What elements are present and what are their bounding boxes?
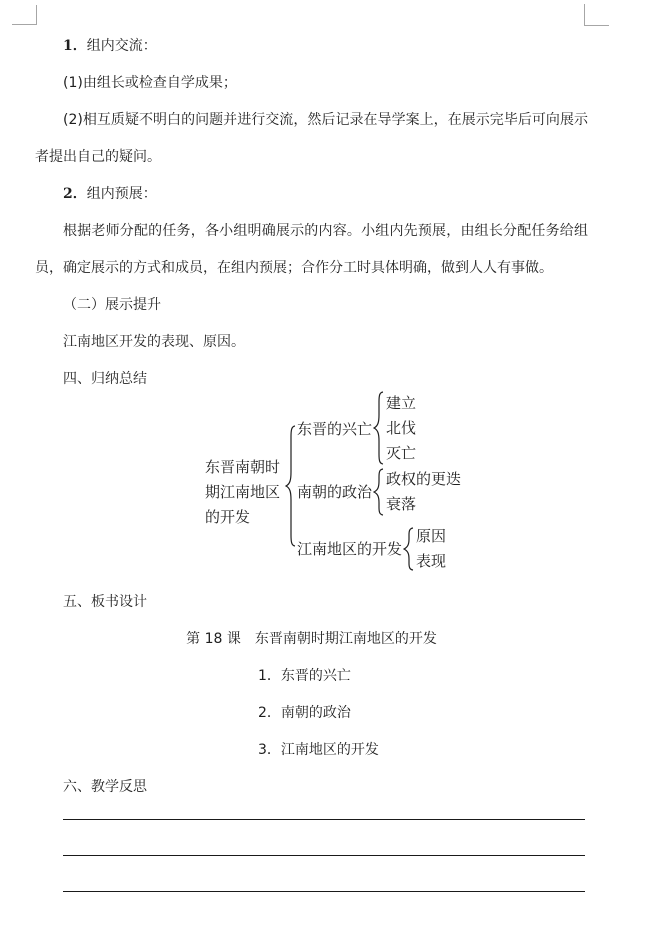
branch-label: 南朝的政治	[297, 483, 373, 501]
diagram-branch	[297, 524, 461, 574]
branch-item: 建立	[386, 393, 417, 412]
paragraph-line	[35, 102, 588, 139]
board-title-text: 第 18 课 东晋南朝时期江南地区的开发	[186, 631, 437, 647]
page-margin-mark-top-left	[12, 5, 37, 25]
branch-label: 江南地区的开发	[297, 540, 403, 558]
brace-icon	[285, 425, 296, 547]
diagram-branch	[297, 391, 461, 466]
brace-icon	[373, 391, 384, 465]
branch-item: 原因	[416, 526, 447, 545]
brace-icon	[403, 527, 414, 571]
paragraph-text: (2)相互质疑不明白的问题并进行交流，然后记录在导学案上，在展示完毕后可向展示	[63, 112, 588, 128]
board-item	[35, 695, 588, 732]
paragraph-line	[35, 28, 588, 65]
diagram-root-line: 期江南地区	[205, 483, 281, 501]
heading-text: 四、归纳总结	[63, 371, 147, 387]
board-item	[35, 732, 588, 769]
branch-item: 灭亡	[386, 443, 417, 462]
section-heading-display	[35, 287, 588, 324]
heading-text: 五、板书设计	[63, 594, 147, 610]
branch-items	[386, 467, 461, 517]
paragraph-line	[35, 324, 588, 361]
paragraph-text: 员，确定展示的方式和成员，在组内预展；合作分工时具体明确，做到人人有事做。	[35, 260, 553, 276]
list-number: 1．	[63, 38, 87, 54]
branch-item: 政权的更迭	[386, 469, 462, 488]
section-heading-reflection	[35, 769, 588, 806]
paragraph-text: 组内预展：	[86, 186, 157, 202]
diagram-root-line: 的开发	[205, 508, 251, 526]
heading-text: （二）展示提升	[63, 297, 161, 313]
branch-label: 东晋的兴亡	[297, 419, 373, 438]
paragraph-text: 者提出自己的疑问。	[35, 149, 161, 165]
blank-writing-line	[63, 855, 585, 856]
blank-writing-line	[63, 819, 585, 820]
diagram-root-label	[205, 455, 285, 530]
paragraph-text: (1)由组长或检查自学成果；	[63, 75, 237, 91]
section-heading-board	[35, 584, 588, 621]
page-content	[35, 28, 588, 892]
page-margin-mark-top-right	[584, 4, 609, 26]
board-item-text: 2．南朝的政治	[258, 705, 351, 721]
branch-item: 衰落	[386, 494, 417, 513]
paragraph-text: 江南地区开发的表现、原因。	[63, 334, 245, 350]
brace-icon	[373, 468, 384, 516]
diagram-branch	[297, 467, 461, 517]
paragraph-line	[35, 65, 588, 102]
paragraph-text: 根据老师分配的任务，各小组明确展示的内容。小组内先预展，由组长分配任务给组	[63, 223, 588, 239]
board-item-text: 1．东晋的兴亡	[258, 668, 351, 684]
paragraph-line	[35, 139, 588, 176]
board-title	[35, 621, 588, 658]
paragraph-text: 组内交流：	[86, 38, 157, 54]
board-item-text: 3．江南地区的开发	[258, 742, 379, 758]
paragraph-line	[35, 250, 588, 287]
board-item	[35, 658, 588, 695]
paragraph-line	[35, 213, 588, 250]
branch-items	[416, 524, 446, 574]
list-number: 2．	[63, 186, 87, 202]
branch-item: 北伐	[386, 418, 417, 437]
diagram-branches	[297, 391, 461, 574]
concept-bracket-diagram	[205, 390, 588, 574]
branch-items	[386, 391, 416, 466]
diagram-root-line: 东晋南朝时	[205, 458, 281, 476]
heading-text: 六、教学反思	[63, 779, 147, 795]
blank-writing-line	[63, 891, 585, 892]
branch-item: 表现	[416, 551, 447, 570]
paragraph-line	[35, 176, 588, 213]
